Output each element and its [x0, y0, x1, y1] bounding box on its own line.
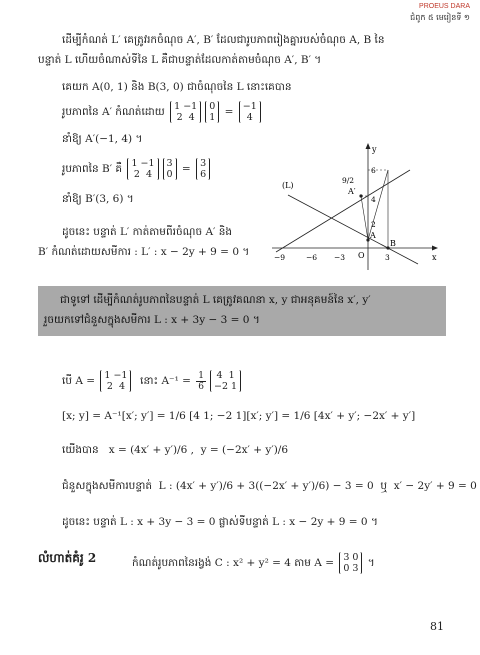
point-a-prime — [359, 194, 362, 197]
label-a: A — [370, 231, 376, 240]
solution-line: ដូចនេះ បន្ទាត់ L : x + 3y − 3 = 0 ផ្លាស់ទីបន្ទាត់ L : x − 2y + 9 = 0 ។ — [62, 516, 378, 528]
y-tick-4: 4 — [371, 195, 376, 204]
note-line: រួចយកទៅជំនួសក្នុងសមីការ L : x + 3y − 3 = 0 ។ — [44, 314, 260, 326]
solution-line — [62, 370, 243, 392]
label-a-prime: A′ — [348, 187, 356, 196]
x-tick-m3: −3 — [334, 253, 346, 262]
paragraph-line: B′ កំណត់ដោយសមីការ : L′ : x − 2y + 9 = 0 ។ — [38, 246, 250, 258]
matrix: 3 6 — [196, 158, 210, 180]
note-line: ជាទូទៅ ដើម្បីកំណត់រូបភាពនៃបន្ទាត់ L គេត្រូវគណនា x, y ជាអនុគមន៍នៃ x′, y′ — [60, 294, 371, 306]
text-or: ឬ — [380, 480, 388, 492]
header-brand: PROEUS DARA — [419, 3, 470, 10]
coordinate-figure — [268, 140, 443, 275]
matrix: 1 −1 2 4 — [100, 370, 131, 392]
matrix: 1 −1 2 4 — [170, 101, 201, 123]
exercise-line: កំណត់រូបភាពនៃរង្វង់ C : x² + y² = 4 តាម A = 3 0 0 3 ។ — [132, 552, 375, 574]
fraction: $\frac{1}{6}$ — [198, 370, 205, 392]
text-prefix: បើ A = — [62, 375, 96, 387]
equation: L : (4x′ + y′)/6 + 3((−2x′ + y′)/6) − 3 = 0 — [158, 480, 374, 492]
matrix: −1 4 — [239, 101, 261, 123]
x-tick-3: 3 — [385, 253, 390, 262]
solution-line: យើងបាន x = (4x′ + y′)/6 , y = (−2x′ + y′)/6 — [62, 444, 289, 456]
text-prefix: ជំនួសក្នុងសមីការបន្ទាត់ — [62, 480, 152, 492]
text-prefix: យើងបាន — [62, 444, 99, 456]
paragraph-line: បន្ទាត់ L ហើយចំណាស់ទីនៃ L គឺជាបន្ទាត់ដែលកាត់តាមចំណុច A′, B′ ។ — [38, 54, 322, 66]
text-prefix: រូបភាពនៃ A′ កំណត់ដោយ — [62, 106, 165, 118]
paragraph-line: នាំឱ្យ B′(3, 6) ។ — [62, 193, 134, 205]
matrix: 3 0 — [163, 158, 177, 180]
matrix: 1 −1 2 4 — [127, 158, 158, 180]
image-arrow — [368, 170, 388, 240]
y-tick-2: 2 — [371, 220, 376, 229]
y-tick-9-2: 9/2 — [342, 176, 355, 185]
x-tick-m6: −6 — [306, 253, 318, 262]
y-axis-arrow — [366, 143, 371, 149]
paragraph-line: ដើម្បីកំណត់ L′ គេត្រូវរកចំណុច A′, B′ ដែលជារូបភាពរៀងគ្នារបស់ចំណុច A, B នៃ — [62, 34, 385, 46]
label-y: y — [372, 145, 377, 154]
paragraph-line: រូបភាពនៃ A′ កំណត់ដោយ 1 −1 2 40 1 = −1 4 — [62, 101, 263, 123]
label-b: B — [390, 239, 396, 248]
solution-line — [62, 480, 477, 493]
paragraph-line: នាំឱ្យ A′(−1, 4) ។ — [62, 133, 143, 145]
paragraph-line: រូបភាពនៃ B′ គឺ 1 −1 2 43 0 = 3 6 — [62, 158, 212, 180]
text-prefix: រូបភាពនៃ B′ គឺ — [62, 163, 123, 175]
x-tick-m9: −9 — [274, 253, 286, 262]
paragraph-line: គេយក A(0, 1) និង B(3, 0) ជាចំណុចនៃ L នោះគេបាន — [62, 81, 292, 93]
label-x: x — [432, 253, 437, 262]
paragraph-line: ដូចនេះ បន្ទាត់ L′ កាត់តាមពីរចំណុច A′ និង — [62, 226, 233, 238]
page-number: 81 — [430, 620, 444, 633]
note-box — [38, 286, 446, 336]
exercise-label: លំហាត់គំរូ 2 — [38, 551, 97, 565]
equation-y: y = (−2x′ + y′)/6 — [200, 444, 289, 456]
matrix: 0 1 — [205, 101, 219, 123]
exercise-text: កំណត់រូបភាពនៃរង្វង់ C : x² + y² = 4 តាម A = — [132, 557, 335, 569]
equation-x: x = (4x′ + y′)/6 — [108, 444, 188, 456]
image-arrow — [361, 196, 368, 240]
solution-line: [x; y] = A⁻¹[x′; y′] = 1/6 [4 1; −2 1][x′; y′] = 1/6 [4x′ + y′; −2x′ + y′] — [62, 410, 416, 422]
y-tick-6: 6 — [371, 166, 376, 175]
x-axis-arrow — [432, 246, 438, 251]
matrix: 4 1 −2 1 — [210, 370, 241, 392]
equation-result: x′ − 2y′ + 9 = 0 — [393, 480, 477, 492]
header-chapter: ជំពូក ៥ មេរៀនទី ១ — [410, 13, 470, 22]
text-mid: នោះ A⁻¹ = — [140, 375, 191, 387]
label-origin: O — [358, 251, 365, 260]
label-l: (L) — [282, 181, 294, 190]
matrix: 3 0 0 3 — [339, 552, 362, 574]
